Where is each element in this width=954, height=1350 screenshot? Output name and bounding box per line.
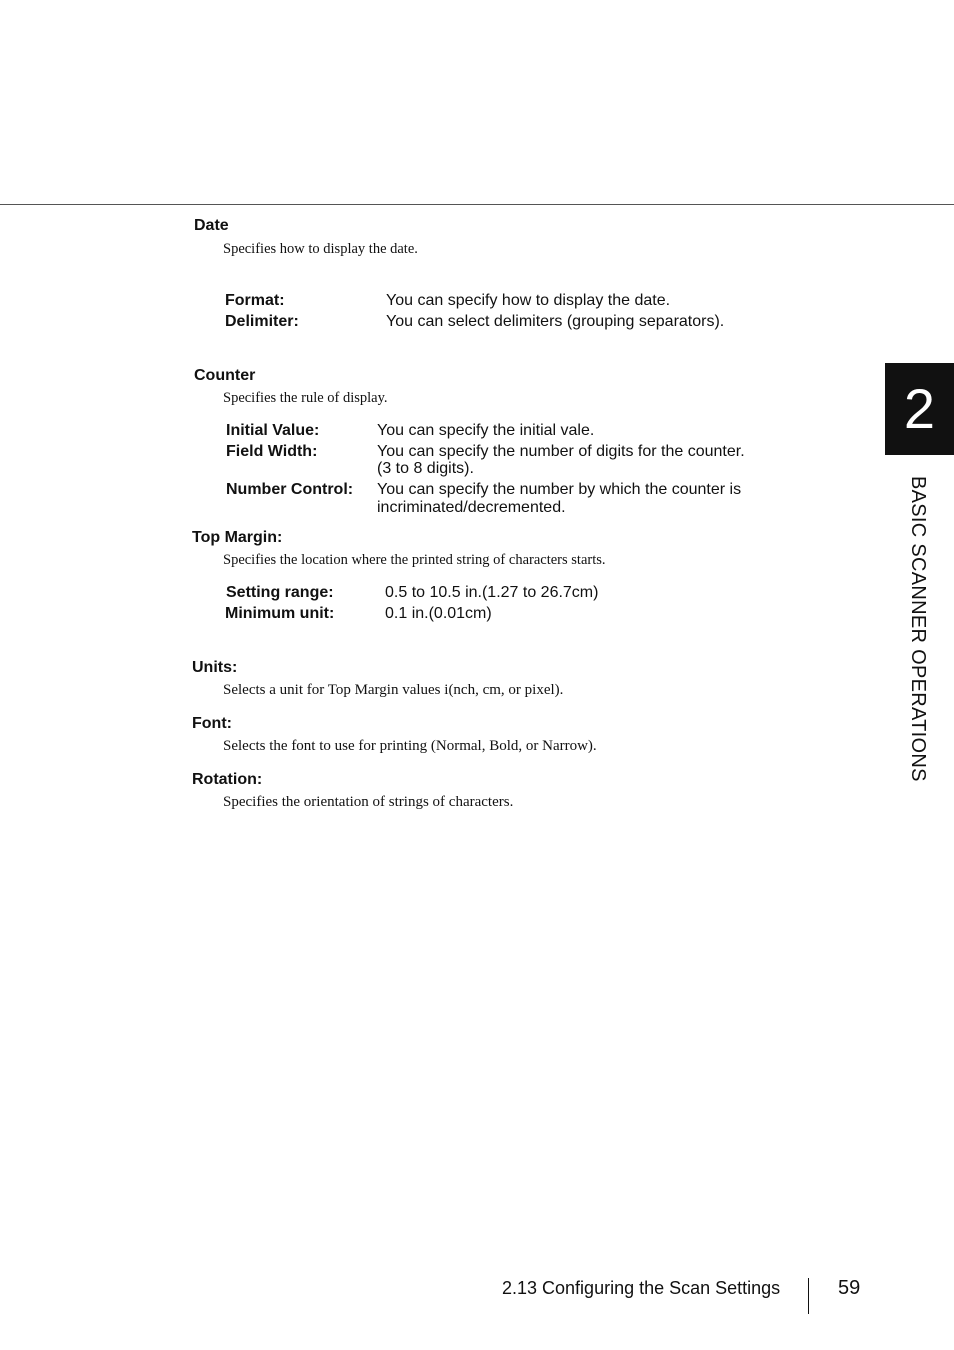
units-heading: Units: [192, 659, 238, 676]
top-margin-minimum-unit-term: Minimum unit: [225, 605, 335, 622]
date-format-definition: You can specify how to display the date. [386, 292, 671, 309]
font-description: Selects the font to use for printing (Normal, Bold, or Narrow). [223, 738, 597, 754]
top-margin-setting-range-definition: 0.5 to 10.5 in.(1.27 to 26.7cm) [385, 584, 599, 601]
counter-field-width-definition-line2: (3 to 8 digits). [377, 460, 474, 477]
date-delimiter-term: Delimiter: [225, 313, 299, 330]
page-number: 59 [838, 1277, 861, 1299]
counter-number-control-definition-line1: You can specify the number by which the counter is [377, 481, 742, 498]
counter-number-control-term: Number Control: [226, 481, 354, 498]
units-description: Selects a unit for Top Margin values i(nch, cm, or pixel). [223, 682, 564, 698]
rotation-heading: Rotation: [192, 771, 263, 788]
chapter-title: BASIC SCANNER OPERATIONS [907, 476, 929, 782]
chapter-number-tab: 2 [885, 363, 954, 455]
footer-divider [808, 1278, 809, 1314]
top-margin-description: Specifies the location where the printed string of characters starts. [223, 552, 606, 568]
counter-field-width-term: Field Width: [226, 443, 318, 460]
date-description: Specifies how to display the date. [223, 241, 418, 257]
top-margin-minimum-unit-definition: 0.1 in.(0.01cm) [385, 605, 492, 622]
counter-description: Specifies the rule of display. [223, 390, 388, 406]
counter-heading: Counter [194, 367, 256, 384]
counter-initial-value-definition: You can specify the initial vale. [377, 422, 595, 439]
top-margin-heading: Top Margin: [192, 529, 283, 546]
font-heading: Font: [192, 715, 232, 732]
date-heading: Date [194, 217, 229, 234]
counter-number-control-definition-line2: incriminated/decremented. [377, 499, 566, 516]
counter-initial-value-term: Initial Value: [226, 422, 320, 439]
rotation-description: Specifies the orientation of strings of characters. [223, 794, 514, 810]
date-delimiter-definition: You can select delimiters (grouping separators). [386, 313, 725, 330]
top-margin-setting-range-term: Setting range: [226, 584, 334, 601]
date-format-term: Format: [225, 292, 285, 309]
footer-section-title: 2.13 Configuring the Scan Settings [502, 1278, 781, 1298]
header-rule [0, 204, 954, 205]
counter-field-width-definition-line1: You can specify the number of digits for the counter. [377, 443, 745, 460]
